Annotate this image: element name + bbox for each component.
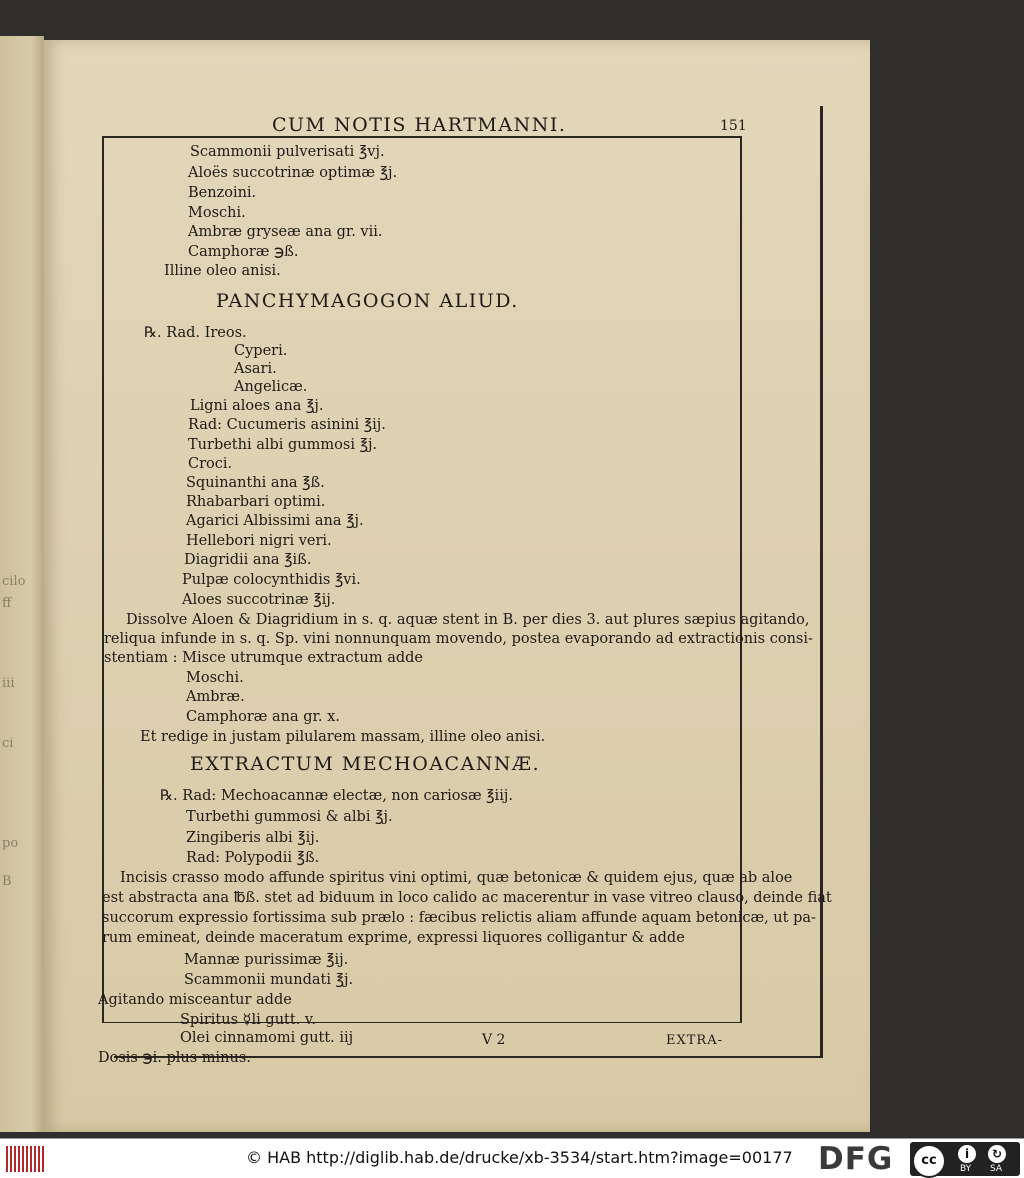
recipe-line: Spiritus ☿li gutt. v. (180, 1012, 316, 1028)
recipe-line: Zingiberis albi ℥ij. (186, 830, 320, 846)
recipe-line: Hellebori nigri veri. (186, 533, 332, 549)
copyright-link[interactable]: © HAB http://diglib.hab.de/drucke/xb-3534/start.htm?image=00177 (246, 1148, 793, 1167)
recipe-line: Benzoini. (188, 185, 257, 201)
paragraph-line: reliqua infunde in s. q. Sp. vini nonnunquam movendo, postea evaporando ad extractionis consi- (104, 631, 813, 647)
recipe-line: Turbethi gummosi & albi ℥j. (186, 809, 393, 825)
adjacent-page-edge (0, 36, 44, 1132)
recipe-line: Rhabarbari optimi. (186, 494, 326, 510)
cc-license-badge[interactable] (910, 1142, 1020, 1176)
recipe-line: Mannæ purissimæ ℥ij. (184, 952, 349, 968)
recipe-line: Ambræ gryseæ ana gr. vii. (188, 224, 383, 240)
left-page-fragment: ci (2, 736, 14, 751)
by-label: BY (960, 1164, 972, 1174)
recipe-line: ℞. Rad: Mechoacannæ electæ, non cariosæ ℥iij. (160, 788, 513, 804)
recipe-line: Asari. (234, 361, 277, 377)
paragraph-line: Incisis crasso modo affunde spiritus vini optimi, quæ betonicæ & quidem ejus, quæ ab aloe (120, 870, 793, 886)
recipe-line: Scammonii mundati ℥j. (184, 972, 354, 988)
paragraph-line: est abstracta ana ℔ß. stet ad biduum in loco calido ac macerentur in vase vitreo clauso, deinde fiat (102, 890, 832, 906)
cc-icon: cc (912, 1144, 946, 1178)
sa-label: SA (990, 1164, 1003, 1174)
signature-mark: V 2 (482, 1032, 506, 1048)
page-number: 151 (720, 118, 747, 134)
paragraph-line: rum emineat, deinde maceratum exprime, expressi liquores colligantur & adde (102, 930, 685, 946)
recipe-line: Squinanthi ana ℥ß. (186, 475, 325, 491)
left-page-fragment: cilo (2, 574, 26, 589)
attribution-icon: i (958, 1145, 976, 1163)
recipe-line: Croci. (188, 456, 233, 472)
paragraph-line: Dosis ℈i. plus minus. (98, 1050, 251, 1066)
viewer-footer (0, 1138, 1024, 1178)
paragraph-line: Agitando misceantur adde (98, 992, 292, 1008)
recipe-line: Moschi. (188, 205, 246, 221)
recipe-line: Illine oleo anisi. (164, 263, 281, 279)
paragraph-line: Et redige in justam pilularem massam, illine oleo anisi. (140, 729, 546, 745)
recipe-line: ℞. Rad. Ireos. (144, 325, 247, 341)
recipe-line: Camphoræ ℈ß. (188, 244, 299, 260)
recipe-line: Moschi. (186, 670, 244, 686)
section-heading: EXTRACTUM MECHOACANNÆ. (190, 753, 541, 775)
recipe-line: Scammonii pulverisati ℥vj. (190, 144, 385, 160)
recipe-line: Pulpæ colocynthidis ℥vi. (182, 572, 361, 588)
left-page-fragment: B (2, 874, 12, 889)
recipe-line: Turbethi albi gummosi ℥j. (188, 437, 378, 453)
section-heading: PANCHYMAGOGON ALIUD. (216, 290, 519, 312)
recipe-line: Olei cinnamomi gutt. iij (180, 1030, 354, 1046)
running-head-rule (102, 136, 742, 138)
hab-logo[interactable] (6, 1146, 48, 1172)
paragraph-line: stentiam : Misce utrumque extractum adde (104, 650, 423, 666)
recipe-line: Aloes succotrinæ ℥ij. (182, 592, 336, 608)
share-alike-icon: ↻ (988, 1145, 1006, 1163)
paragraph-line: Dissolve Aloen & Diagridium in s. q. aquæ stent in B. per dies 3. aut plures sæpius agitando, (126, 612, 810, 628)
catchword: EXTRA- (666, 1033, 723, 1048)
running-head: CUM NOTIS HARTMANNI. (272, 114, 567, 136)
dfg-logo[interactable]: DFG (818, 1141, 894, 1177)
recipe-line: Angelicæ. (234, 379, 308, 395)
recipe-line: Diagridii ana ℥iß. (184, 552, 312, 568)
recipe-line: Rad: Cucumeris asinini ℥ij. (188, 417, 386, 433)
recipe-line: Rad: Polypodii ℥ß. (186, 850, 320, 866)
left-page-fragment: iii (2, 676, 15, 691)
left-page-fragment: ff (2, 596, 12, 611)
paragraph-line: succorum expressio fortissima sub prælo : fæcibus relictis aliam affunde aquam betonicæ, ut pa- (102, 910, 816, 926)
recipe-line: Cyperi. (234, 343, 288, 359)
left-page-fragment: po (2, 836, 19, 851)
recipe-line: Ambræ. (186, 689, 245, 705)
recipe-line: Aloës succotrinæ optimæ ℥j. (188, 165, 398, 181)
recipe-line: Agarici Albissimi ana ℥j. (186, 513, 364, 529)
recipe-line: Ligni aloes ana ℥j. (190, 398, 324, 414)
recipe-line: Camphoræ ana gr. x. (186, 709, 340, 725)
book-page (44, 40, 870, 1132)
